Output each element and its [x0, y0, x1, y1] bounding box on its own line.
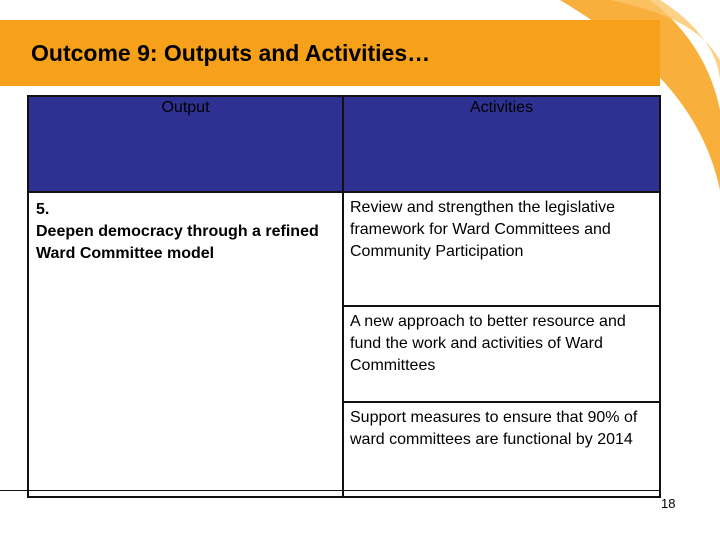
output-number: 5. — [36, 201, 50, 218]
output-cell — [28, 192, 343, 497]
header-activities: Activities — [343, 96, 660, 192]
outputs-activities-table — [27, 95, 661, 498]
header-output: Output — [28, 96, 343, 192]
table-header-row — [28, 96, 660, 192]
page-number: 18 — [661, 496, 676, 511]
table-row — [28, 192, 660, 306]
output-text: Deepen democracy through a refined Ward Committee model — [36, 223, 319, 262]
slide-title: Outcome 9: Outputs and Activities… — [31, 40, 431, 66]
activity-cell-1: Review and strengthen the legislative framework for Ward Committees and Community Participation — [343, 192, 660, 306]
footer-divider — [0, 490, 660, 491]
activity-cell-3: Support measures to ensure that 90% of ward committees are functional by 2014 — [343, 402, 660, 497]
activity-cell-2: A new approach to better resource and fund the work and activities of Ward Committees — [343, 306, 660, 402]
